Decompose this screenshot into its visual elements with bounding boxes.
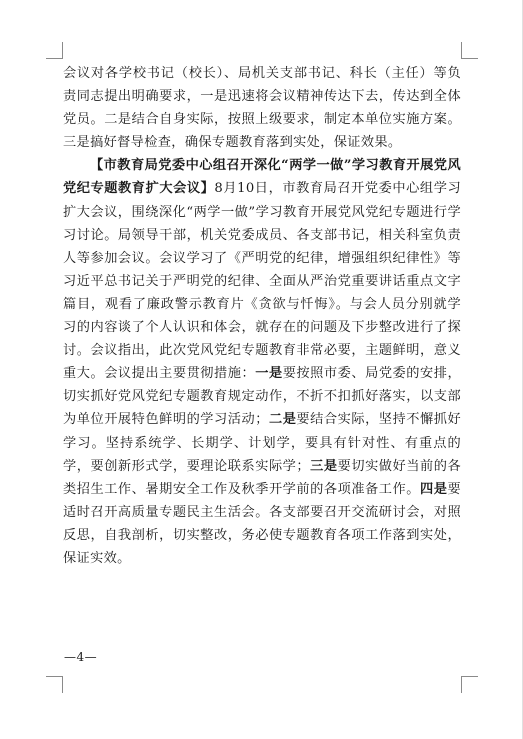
point-text-4: 要适时召开高质量专题民主生活会。各支部要召开交流研讨会，对照反思，自我剖析，切实整改，务必使专题教育各项工作落到实处，保证实效。: [63, 481, 461, 566]
point-label-4: 四是: [419, 481, 448, 497]
crop-mark-top-left: [46, 42, 63, 59]
news-heading: 【市教育局党委中心组召开深化“两学一做”学习教育开展党风党纪专题教育扩大会议】: [63, 158, 461, 197]
paragraph-meeting-requirements: 会议对各学校书记（校长）、局机关支部书记、科长（主任）等负责同志提出明确要求，一是迅速将会议精神传达下去，传达到全体党员。二是结合自身实际，按照上级要求，制定本单位实施方案。三是搞好督导检查，确保专题教育落到实处，保证效果。: [63, 66, 461, 151]
point-label-1: 一是: [255, 366, 283, 382]
paragraph-body: 8月10日，市教育局召开党委中心组学习扩大会议，围绕深化“两学一做”学习教育开展党风党纪专题进行学习讨论。局领导干部，机关党委成员、各支部书记，相关科室负责人等参加会议。会议学习了《严明党的纪律，增强组织纪律性》等习近平总书记关于严明党的纪律、全面从严治党重要讲话重点文字篇目，观看了廉政警示教育片《贪欲与忏悔》。与会人员分别就学习的内容谈了个人认识和体会，就存在的问题及下步整改进行了探讨。会议指出，此次党风党纪专题教育非常必要，主题鲜明，意义重大。会议提出主要贯彻措施：: [63, 181, 461, 382]
crop-mark-top-right: [461, 42, 478, 59]
point-label-3: 三是: [309, 458, 338, 474]
document-body: [63, 62, 461, 570]
page-number: —4—: [64, 650, 98, 664]
crop-mark-bottom-right: [461, 676, 478, 693]
crop-mark-bottom-left: [46, 676, 63, 693]
point-text-1: 要按照市委、局党委的安排，切实抓好党风党纪专题教育规定动作，不折不扣抓好落实，以支部为单位开展特色鲜明的学习活动；: [63, 366, 461, 428]
point-text-3: 要切实做好当前的各类招生工作、暑期安全工作及秋季开学前的各项准备工作。: [63, 458, 461, 497]
paragraph-party-discipline-meeting: [63, 154, 461, 570]
point-label-2: 二是: [268, 412, 297, 428]
point-text-2: 要结合实际，坚持不懈抓好学习。坚持系统学、长期学、计划学，要具有针对性、有重点的学，要创新形式学，要理论联系实际学；: [63, 412, 461, 474]
